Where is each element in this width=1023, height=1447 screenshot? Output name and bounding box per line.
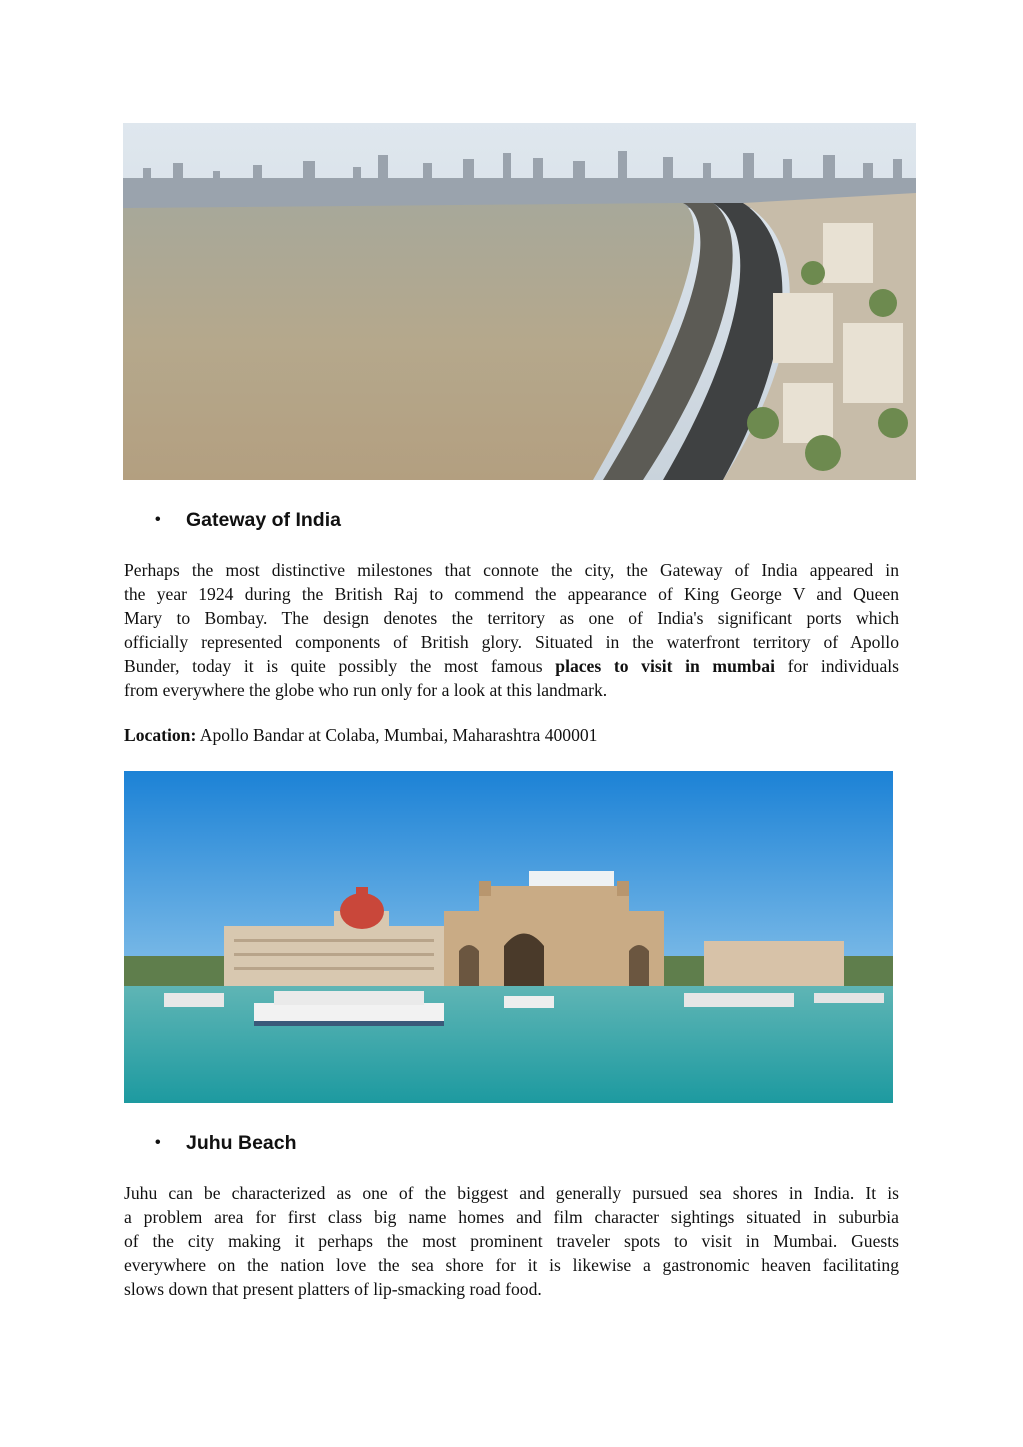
paragraph-line: Juhu can be characterized as one of the biggest and generally pursued sea shores in India. It is [124,1183,899,1203]
paragraph-line: officially represented components of British glory. Situated in the waterfront territory of Apollo [124,632,899,652]
paragraph-line: from everywhere the globe who run only for a look at this landmark. [124,680,608,700]
heading-text: Juhu Beach [186,1132,297,1154]
keyword-link-text: places to visit in mumbai [555,656,775,676]
paragraph-line: Mary to Bombay. The design denotes the territory as one of India's significant ports which [124,608,899,628]
bullet-icon: • [155,1134,161,1151]
location-value: Apollo Bandar at Colaba, Mumbai, Maharashtra 400001 [196,725,598,745]
paragraph-line: Perhaps the most distinctive milestones that connote the city, the Gateway of India appeared in [124,560,899,580]
paragraph-line: slows down that present platters of lip-smacking road food. [124,1279,542,1299]
bullet-icon: • [155,511,161,528]
gateway-of-india-photo [124,771,893,1103]
paragraph-line: the year 1924 during the British Raj to commend the appearance of King George V and Queen [124,584,899,604]
location-line [124,723,899,747]
paragraph-line: a problem area for first class big name homes and film character sightings situated in suburbia [124,1207,899,1227]
marine-drive-photo [123,123,916,480]
paragraph-line [124,654,899,678]
paragraph-line: of the city making it perhaps the most prominent traveler spots to visit in Mumbai. Guests [124,1231,899,1251]
gateway-description [124,558,899,702]
juhu-description [124,1181,899,1301]
paragraph-line: everywhere on the nation love the sea shore for it is likewise a gastronomic heaven facilitating [124,1255,899,1275]
line-text: Bunder, today it is quite possibly the most famous [124,656,556,676]
heading-text: Gateway of India [186,509,341,531]
location-label: Location: [124,725,197,745]
line-text: for individuals [775,656,900,676]
